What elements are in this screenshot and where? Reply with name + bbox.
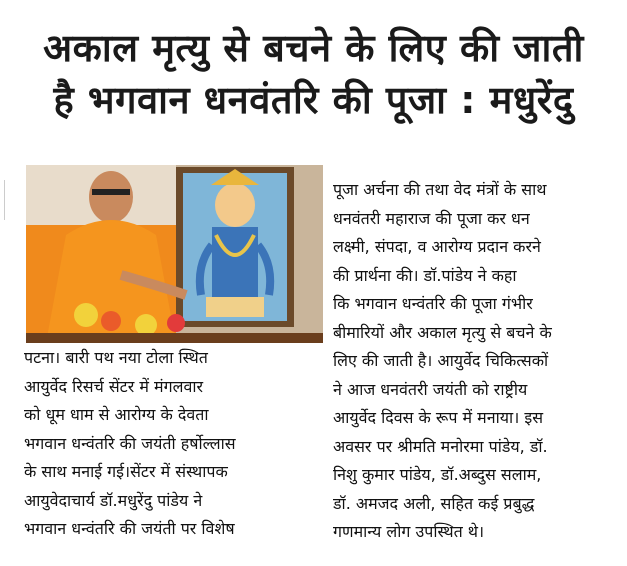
headline: [0, 22, 627, 126]
body-line: लक्ष्मी, संपदा, व आरोग्य प्रदान करने: [333, 237, 541, 256]
body-line: भगवान धन्वंतरि की जयंती पर विशेष: [24, 519, 235, 538]
article-body-right-column: [333, 176, 621, 547]
body-line: निशु कुमार पांडेय, डॉ.अब्दुस सलाम,: [333, 465, 542, 484]
body-line: आयुर्वेद रिसर्च सेंटर में मंगलवार: [24, 376, 204, 396]
body-line: की प्रार्थना की। डॉ.पांडेय ने कहा: [333, 265, 517, 285]
article-body-left-column: [24, 344, 326, 544]
body-line: कि भगवान धन्वंतरि की पूजा गंभीर: [333, 294, 533, 313]
body-line: के साथ मनाई गई।सेंटर में संस्थापक: [24, 462, 228, 481]
news-photo: [26, 165, 323, 343]
body-line: लिए की जाती है। आयुर्वेद चिकित्सकों: [333, 351, 549, 370]
photo-priest-worship-icon: [26, 165, 323, 343]
body-line: बीमारियों और अकाल मृत्यु से बचने के: [333, 322, 552, 342]
body-line: गणमान्य लोग उपस्थित थे।: [333, 522, 485, 541]
page-edge-mark: [4, 180, 11, 220]
body-line: को धूम धाम से आरोग्य के देवता: [24, 405, 209, 424]
body-line: पटना। बारी पथ नया टोला स्थित: [24, 348, 208, 367]
headline-line-1: अकाल मृत्यु से बचने के लिए की जाती: [43, 26, 584, 70]
body-line: आयुवेदाचार्य डॉ.मधुरेंदु पांडेय ने: [24, 490, 203, 510]
body-line: डॉ. अमजद अली, सहित कई प्रबुद्ध: [333, 493, 535, 513]
body-line: अवसर पर श्रीमति मनोरमा पांडेय, डॉ.: [333, 436, 548, 456]
body-line: धनवंतरी महाराज की पूजा कर धन: [333, 208, 530, 228]
body-line: ने आज धनवंतरी जयंती को राष्ट्रीय: [333, 379, 528, 399]
headline-line-2: है भगवान धनवंतरि की पूजा : मधुरेंदु: [53, 78, 574, 122]
body-line: आयुर्वेद दिवस के रूप में मनाया। इस: [333, 408, 544, 427]
body-line: भगवान धन्वंतरि की जयंती हर्षोल्लास: [24, 433, 236, 453]
body-line: पूजा अर्चना की तथा वेद मंत्रों के साथ: [333, 180, 547, 199]
